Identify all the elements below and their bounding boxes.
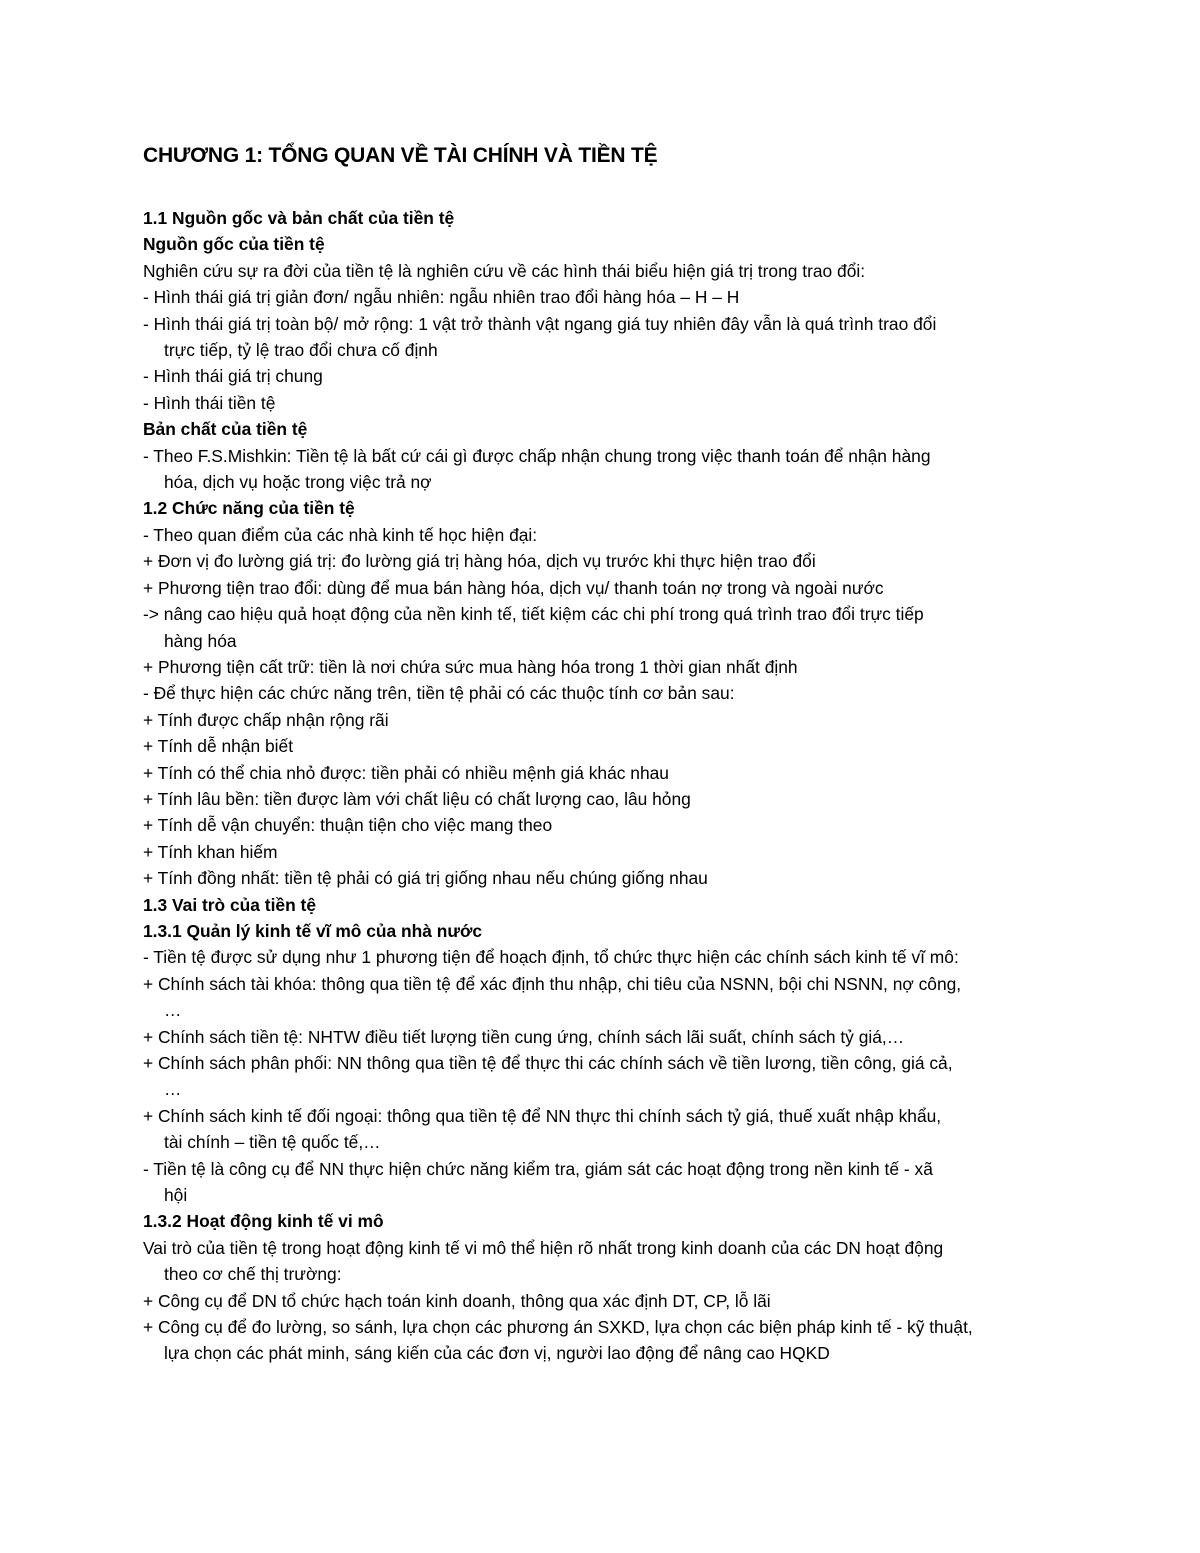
text-line: + Chính sách tiền tệ: NHTW điều tiết lượng tiền cung ứng, chính sách lãi suất, chính sách tỷ giá,… — [143, 1026, 905, 1047]
text-line: + Đơn vị đo lường giá trị: đo lường giá trị hàng hóa, dịch vụ trước khi thực hiện trao đổi — [143, 551, 816, 572]
section-heading: Bản chất của tiền tệ — [143, 419, 308, 440]
text-line: lựa chọn các phát minh, sáng kiến của các đơn vị, người lao động để nâng cao HQKD — [164, 1343, 830, 1364]
text-line: theo cơ chế thị trường: — [164, 1264, 342, 1285]
text-line: - Để thực hiện các chức năng trên, tiền tệ phải có các thuộc tính cơ bản sau: — [143, 683, 735, 704]
text-line: … — [164, 1079, 182, 1100]
text-line: + Chính sách tài khóa: thông qua tiền tệ để xác định thu nhập, chi tiêu của NSNN, bội chi NSNN, nợ công, — [143, 973, 962, 994]
text-line: + Tính dễ nhận biết — [143, 736, 294, 757]
text-line: + Phương tiện cất trữ: tiền là nơi chứa sức mua hàng hóa trong 1 thời gian nhất định — [143, 656, 798, 677]
text-line: -> nâng cao hiệu quả hoạt động của nền kinh tế, tiết kiệm các chi phí trong quá trình trao đổi trực tiếp — [143, 604, 924, 625]
section-heading: Nguồn gốc của tiền tệ — [143, 234, 325, 255]
text-line: - Tiền tệ là công cụ để NN thực hiện chức năng kiểm tra, giám sát các hoạt động trong nền kinh tế - xã — [143, 1158, 933, 1179]
text-line: + Tính lâu bền: tiền được làm với chất liệu có chất lượng cao, lâu hỏng — [143, 788, 691, 809]
text-line: - Hình thái giá trị toàn bộ/ mở rộng: 1 vật trở thành vật ngang giá tuy nhiên đây vẫn là quá trình trao đổi — [143, 313, 937, 334]
text-line: + Tính đồng nhất: tiền tệ phải có giá trị giống nhau nếu chúng giống nhau — [143, 868, 708, 889]
text-line: Nghiên cứu sự ra đời của tiền tệ là nghiên cứu về các hình thái biểu hiện giá trị trong trao đổi: — [143, 260, 866, 281]
text-line: - Hình thái tiền tệ — [143, 392, 276, 413]
text-line: + Tính khan hiếm — [143, 841, 278, 862]
text-line: + Tính được chấp nhận rộng rãi — [143, 709, 389, 730]
text-line: + Chính sách phân phối: NN thông qua tiền tệ để thực thi các chính sách về tiền lương, tiền công, giá cả, — [143, 1053, 953, 1073]
text-line: … — [164, 1000, 182, 1021]
text-line: trực tiếp, tỷ lệ trao đổi chưa cố định — [164, 340, 438, 361]
text-line: - Theo quan điểm của các nhà kinh tế học hiện đại: — [143, 524, 538, 545]
text-line: - Hình thái giá trị giản đơn/ ngẫu nhiên: ngẫu nhiên trao đổi hàng hóa – H – H — [143, 287, 740, 308]
section-heading: 1.3.2 Hoạt động kinh tế vi mô — [143, 1211, 384, 1232]
text-line: - Tiền tệ được sử dụng như 1 phương tiện để hoạch định, tổ chức thực hiện các chính sách kinh tế vĩ mô: — [143, 947, 959, 968]
text-line: + Tính có thể chia nhỏ được: tiền phải có nhiều mệnh giá khác nhau — [143, 762, 669, 783]
text-line: + Công cụ để đo lường, so sánh, lựa chọn các phương án SXKD, lựa chọn các biện pháp kinh tế - kỹ thuật, — [143, 1317, 973, 1338]
text-line: - Theo F.S.Mishkin: Tiền tệ là bất cứ cái gì được chấp nhận chung trong việc thanh toán để nhận hàng — [143, 445, 931, 466]
section-heading: 1.2 Chức năng của tiền tệ — [143, 498, 355, 519]
text-line: + Chính sách kinh tế đối ngoại: thông qua tiền tệ để NN thực thi chính sách tỷ giá, thuế xuất nhập khẩu, — [143, 1105, 942, 1126]
text-line: tài chính – tiền tệ quốc tế,… — [164, 1132, 381, 1153]
text-line: + Tính dễ vận chuyển: thuận tiện cho việc mang theo — [143, 815, 553, 836]
text-line: + Công cụ để DN tổ chức hạch toán kinh doanh, thông qua xác định DT, CP, lỗ lãi — [143, 1290, 771, 1311]
section-heading: 1.3 Vai trò của tiền tệ — [143, 894, 317, 915]
chapter-title: CHƯƠNG 1: TỔNG QUAN VỀ TÀI CHÍNH VÀ TIỀN TỆ — [143, 144, 658, 167]
document-body — [143, 205, 1073, 1367]
text-line: hàng hóa — [164, 630, 237, 651]
section-heading: 1.3.1 Quản lý kinh tế vĩ mô của nhà nước — [143, 920, 483, 941]
text-line: Vai trò của tiền tệ trong hoạt động kinh tế vi mô thể hiện rõ nhất trong kinh doanh của các DN hoạt động — [143, 1237, 944, 1258]
text-line: hội — [164, 1185, 188, 1206]
text-line: + Phương tiện trao đổi: dùng để mua bán hàng hóa, dịch vụ/ thanh toán nợ trong và ngoài nước — [143, 577, 884, 598]
text-line: - Hình thái giá trị chung — [143, 366, 323, 387]
section-heading: 1.1 Nguồn gốc và bản chất của tiền tệ — [143, 208, 455, 228]
text-line: hóa, dịch vụ hoặc trong việc trả nợ — [164, 472, 432, 493]
